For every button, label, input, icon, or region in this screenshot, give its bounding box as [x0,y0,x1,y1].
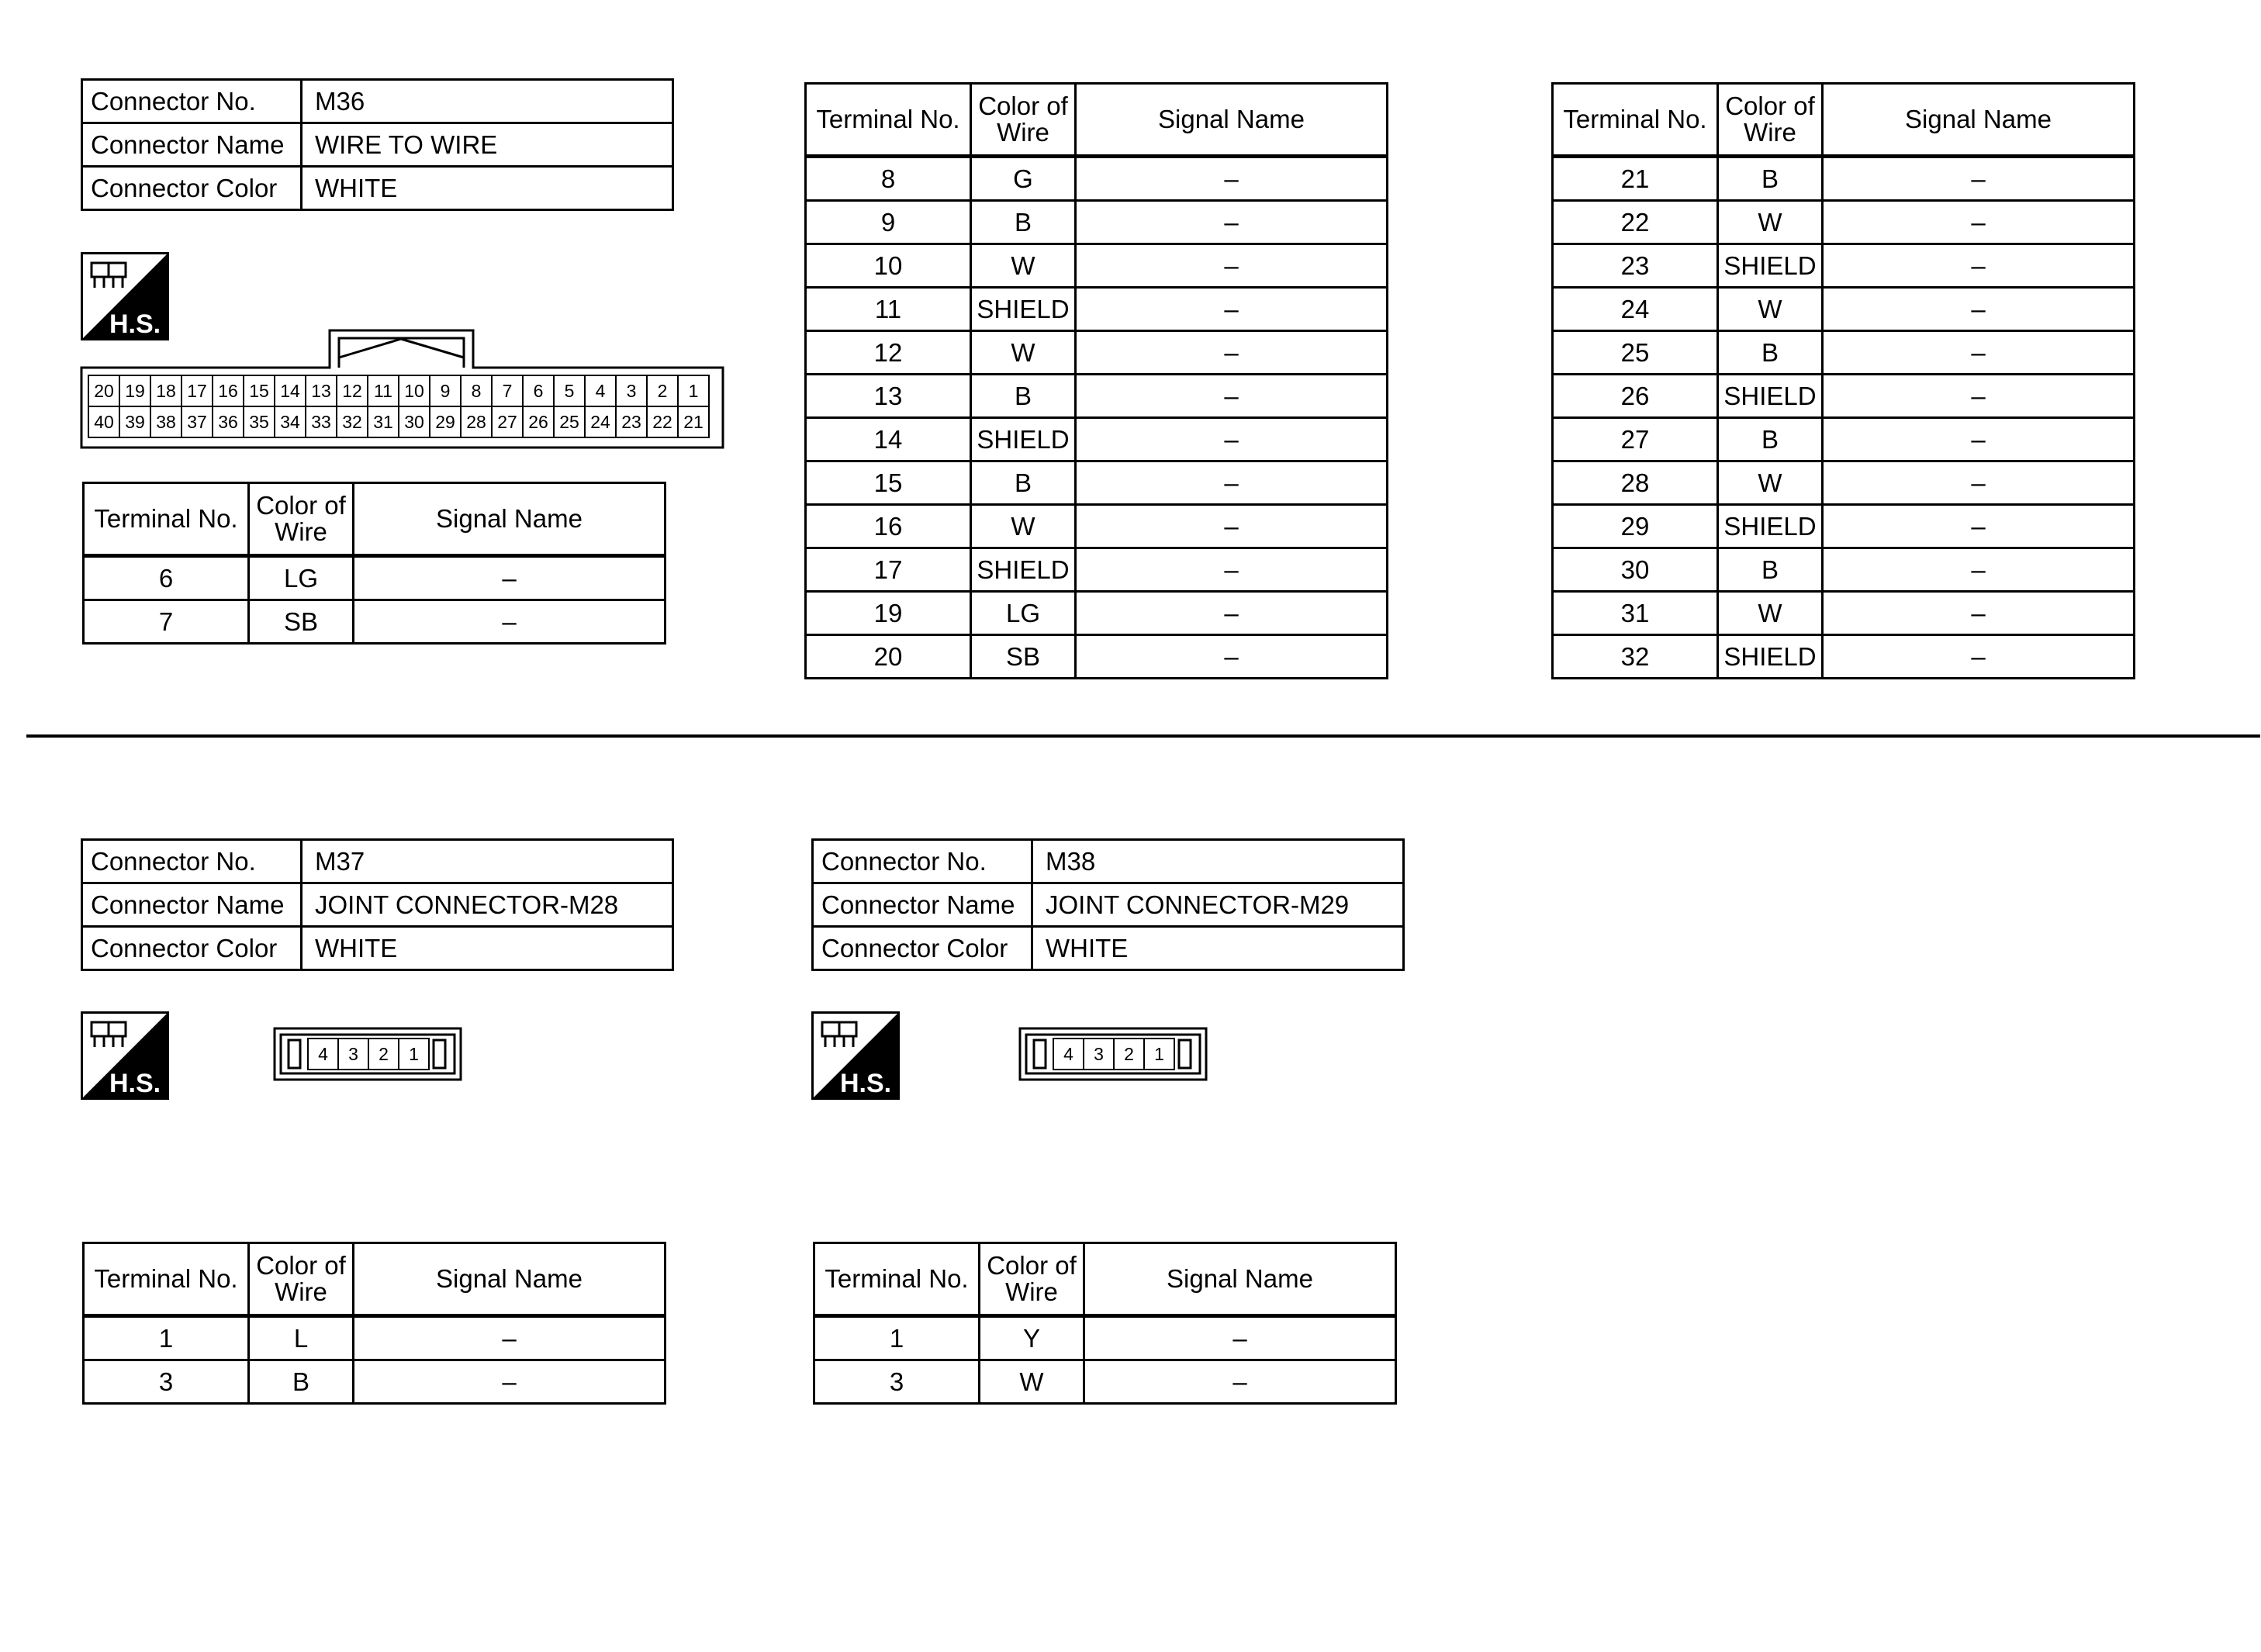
table-row [806,201,1388,244]
pin-number: 33 [311,412,331,432]
signal-name-header: Signal Name [354,483,666,556]
wire-color-cell: SHIELD [1718,635,1823,679]
wire-color-cell: SB [971,635,1076,679]
connector-color-value: WHITE [302,927,673,970]
pin-number: 22 [652,412,672,432]
pin-number: 7 [502,381,513,401]
signal-name-cell: – [1823,548,2135,592]
signal-name-header: Signal Name [1823,84,2135,157]
wire-color-header: Color of Wire [980,1243,1084,1316]
table-row [1553,375,2135,418]
m36-connector-face [78,327,729,452]
section-divider [26,734,2260,738]
signal-name-cell: – [1823,418,2135,461]
wire-color-cell: W [971,505,1076,548]
hs-connector-icon [811,1011,900,1100]
wire-color-cell: SHIELD [971,288,1076,331]
terminal-no-cell: 22 [1553,201,1718,244]
signal-name-cell: – [1076,635,1388,679]
connector-no-value: M38 [1032,840,1404,883]
pin-number: 14 [280,381,300,401]
pin-number: 17 [187,381,207,401]
terminal-no-cell: 1 [814,1316,980,1360]
signal-name-cell: – [1823,157,2135,201]
connector-color-label: Connector Color [813,927,1032,970]
wire-color-cell: B [971,375,1076,418]
terminal-no-cell: 6 [84,556,249,600]
pin-number: 9 [440,381,451,401]
terminal-no-cell: 8 [806,157,971,201]
m36-terminal-table-b [804,82,1388,679]
signal-name-cell: – [1823,201,2135,244]
table-row [84,1360,666,1404]
table-row [84,600,666,644]
pin-number: 12 [342,381,362,401]
signal-name-cell: – [1823,635,2135,679]
terminal-no-cell: 7 [84,600,249,644]
wire-color-header: Color of Wire [249,483,354,556]
pin-number: 38 [156,412,176,432]
table-row [1553,418,2135,461]
connector-no-value: M37 [302,840,673,883]
table-row [806,288,1388,331]
signal-name-header: Signal Name [1076,84,1388,157]
connector-no-label: Connector No. [82,840,302,883]
pin-number: 34 [280,412,300,432]
pin-number: 2 [657,381,668,401]
m36-terminal-table-c [1551,82,2135,679]
connector-name-label: Connector Name [82,123,302,167]
connector-name-value: JOINT CONNECTOR-M28 [302,883,673,927]
terminal-no-cell: 20 [806,635,971,679]
terminal-no-header: Terminal No. [806,84,971,157]
table-row [806,331,1388,375]
signal-name-cell: – [1823,592,2135,635]
pin-number: 18 [156,381,176,401]
pin-number: 20 [94,381,114,401]
connector-name-label: Connector Name [813,883,1032,927]
signal-name-cell: – [1076,157,1388,201]
signal-name-cell: – [354,1316,666,1360]
pin-number: 19 [125,381,145,401]
terminal-no-cell: 10 [806,244,971,288]
wire-color-cell: B [1718,157,1823,201]
table-row [1553,244,2135,288]
signal-name-cell: – [1076,375,1388,418]
terminal-no-cell: 24 [1553,288,1718,331]
terminal-no-header: Terminal No. [84,1243,249,1316]
pin-number: 30 [404,412,424,432]
terminal-no-cell: 16 [806,505,971,548]
wire-color-cell: B [1718,548,1823,592]
wire-color-cell: L [249,1316,354,1360]
signal-name-cell: – [1823,461,2135,505]
signal-name-cell: – [1823,375,2135,418]
pin-number: 23 [621,412,641,432]
wire-color-cell: G [971,157,1076,201]
table-row [84,556,666,600]
wire-color-cell: W [980,1360,1084,1404]
terminal-no-cell: 9 [806,201,971,244]
signal-name-cell: – [1076,461,1388,505]
m36-connector-info [81,78,674,211]
connector-color-label: Connector Color [82,927,302,970]
terminal-no-cell: 15 [806,461,971,505]
wire-color-cell: W [1718,461,1823,505]
signal-name-cell: – [1823,331,2135,375]
terminal-no-cell: 25 [1553,331,1718,375]
table-row [1553,548,2135,592]
pin-number: 4 [595,381,606,401]
pin-number: 1 [1154,1044,1164,1064]
wire-color-cell: Y [980,1316,1084,1360]
signal-name-cell: – [1076,505,1388,548]
table-row [806,505,1388,548]
connector-name-label: Connector Name [82,883,302,927]
connector-no-value: M36 [302,80,673,123]
wire-color-header: Color of Wire [971,84,1076,157]
pin-number: 6 [533,381,544,401]
connector-no-label: Connector No. [813,840,1032,883]
hs-label: H.S. [839,1069,892,1098]
pin-number: 26 [528,412,548,432]
terminal-rows [84,1316,666,1404]
terminal-no-cell: 17 [806,548,971,592]
pin-number: 2 [1124,1044,1134,1064]
signal-name-cell: – [1076,331,1388,375]
pin-number: 13 [311,381,331,401]
pin-number: 2 [379,1044,389,1064]
signal-name-cell: – [1076,201,1388,244]
terminal-no-header: Terminal No. [814,1243,980,1316]
terminal-no-cell: 21 [1553,157,1718,201]
m37-connector-face [273,1027,467,1083]
signal-name-header: Signal Name [354,1243,666,1316]
m38-connector-info [811,838,1405,971]
terminal-no-cell: 12 [806,331,971,375]
connector-color-value: WHITE [302,167,673,210]
pin-number: 3 [348,1044,358,1064]
table-row [806,244,1388,288]
terminal-rows [1553,157,2135,679]
terminal-no-cell: 30 [1553,548,1718,592]
table-row [806,592,1388,635]
terminal-no-cell: 3 [84,1360,249,1404]
signal-name-cell: – [1076,548,1388,592]
wire-color-header: Color of Wire [249,1243,354,1316]
terminal-no-cell: 11 [806,288,971,331]
wire-color-cell: SHIELD [1718,375,1823,418]
hs-label: H.S. [109,1069,161,1098]
terminal-no-cell: 28 [1553,461,1718,505]
wire-color-cell: B [1718,331,1823,375]
pin-number: 4 [1063,1044,1073,1064]
pin-number: 8 [471,381,482,401]
terminal-no-cell: 23 [1553,244,1718,288]
table-row [1553,592,2135,635]
pin-number: 1 [409,1044,419,1064]
wire-color-cell: W [971,331,1076,375]
table-row [84,1316,666,1360]
pin-number: 39 [125,412,145,432]
terminal-no-cell: 26 [1553,375,1718,418]
wire-color-cell: LG [971,592,1076,635]
hs-connector-icon [81,1011,169,1100]
table-row [814,1316,1396,1360]
signal-name-cell: – [1076,288,1388,331]
pin-number: 27 [497,412,517,432]
signal-name-cell: – [1076,418,1388,461]
terminal-rows [84,556,666,644]
m38-connector-face [1018,1027,1212,1083]
pin-number: 16 [218,381,238,401]
signal-name-cell: – [1076,244,1388,288]
pin-number: 24 [590,412,610,432]
signal-name-cell: – [354,600,666,644]
table-row [1553,461,2135,505]
signal-name-cell: – [1823,288,2135,331]
terminal-no-cell: 27 [1553,418,1718,461]
terminal-no-header: Terminal No. [1553,84,1718,157]
pin-number: 35 [249,412,269,432]
m38-terminal-table [813,1242,1397,1405]
signal-name-cell: – [1076,592,1388,635]
signal-name-cell: – [1084,1316,1396,1360]
wire-color-cell: W [1718,201,1823,244]
wire-color-cell: B [971,461,1076,505]
connector-name-value: JOINT CONNECTOR-M29 [1032,883,1404,927]
connector-no-label: Connector No. [82,80,302,123]
table-row [814,1360,1396,1404]
m37-terminal-table [82,1242,666,1405]
terminal-no-cell: 29 [1553,505,1718,548]
pin-number: 4 [318,1044,328,1064]
pin-number: 32 [342,412,362,432]
terminal-rows [806,157,1388,679]
terminal-rows [814,1316,1396,1404]
pin-number: 21 [683,412,704,432]
wire-color-cell: W [971,244,1076,288]
table-row [806,375,1388,418]
wire-color-cell: B [249,1360,354,1404]
signal-name-cell: – [1084,1360,1396,1404]
table-row [806,635,1388,679]
pin-number: 10 [404,381,424,401]
table-row [806,548,1388,592]
terminal-no-cell: 3 [814,1360,980,1404]
terminal-no-cell: 32 [1553,635,1718,679]
wire-color-cell: SHIELD [971,418,1076,461]
wire-color-cell: SHIELD [971,548,1076,592]
terminal-no-cell: 31 [1553,592,1718,635]
signal-name-cell: – [1823,244,2135,288]
m37-connector-info [81,838,674,971]
wire-color-cell: SB [249,600,354,644]
table-row [1553,201,2135,244]
terminal-no-cell: 14 [806,418,971,461]
pin-number: 5 [564,381,575,401]
wire-color-header: Color of Wire [1718,84,1823,157]
terminal-no-cell: 13 [806,375,971,418]
wire-color-cell: LG [249,556,354,600]
wire-color-cell: B [1718,418,1823,461]
wire-color-cell: B [971,201,1076,244]
terminal-no-cell: 19 [806,592,971,635]
pin-number: 31 [373,412,393,432]
table-row [806,418,1388,461]
pin-number: 37 [187,412,207,432]
wire-color-cell: SHIELD [1718,505,1823,548]
signal-name-cell: – [354,1360,666,1404]
table-row [1553,505,2135,548]
table-row [806,461,1388,505]
pin-number: 11 [374,381,392,401]
pin-number: 40 [94,412,114,432]
connector-name-value: WIRE TO WIRE [302,123,673,167]
connector-color-value: WHITE [1032,927,1404,970]
pin-number: 15 [249,381,269,401]
wire-color-cell: W [1718,288,1823,331]
wire-color-cell: SHIELD [1718,244,1823,288]
signal-name-header: Signal Name [1084,1243,1396,1316]
table-row [1553,288,2135,331]
signal-name-cell: – [354,556,666,600]
wire-color-cell: W [1718,592,1823,635]
pin-number: 28 [466,412,486,432]
terminal-no-header: Terminal No. [84,483,249,556]
table-row [1553,157,2135,201]
table-row [806,157,1388,201]
connector-color-label: Connector Color [82,167,302,210]
table-row [1553,331,2135,375]
pin-number: 25 [559,412,579,432]
pin-number: 1 [688,381,699,401]
pin-number: 3 [1094,1044,1104,1064]
signal-name-cell: – [1823,505,2135,548]
pin-number: 36 [218,412,238,432]
hs-label: H.S. [109,309,161,339]
terminal-no-cell: 1 [84,1316,249,1360]
table-row [1553,635,2135,679]
pin-number: 3 [626,381,637,401]
pin-number: 29 [435,412,455,432]
m36-terminal-table-a [82,482,666,645]
